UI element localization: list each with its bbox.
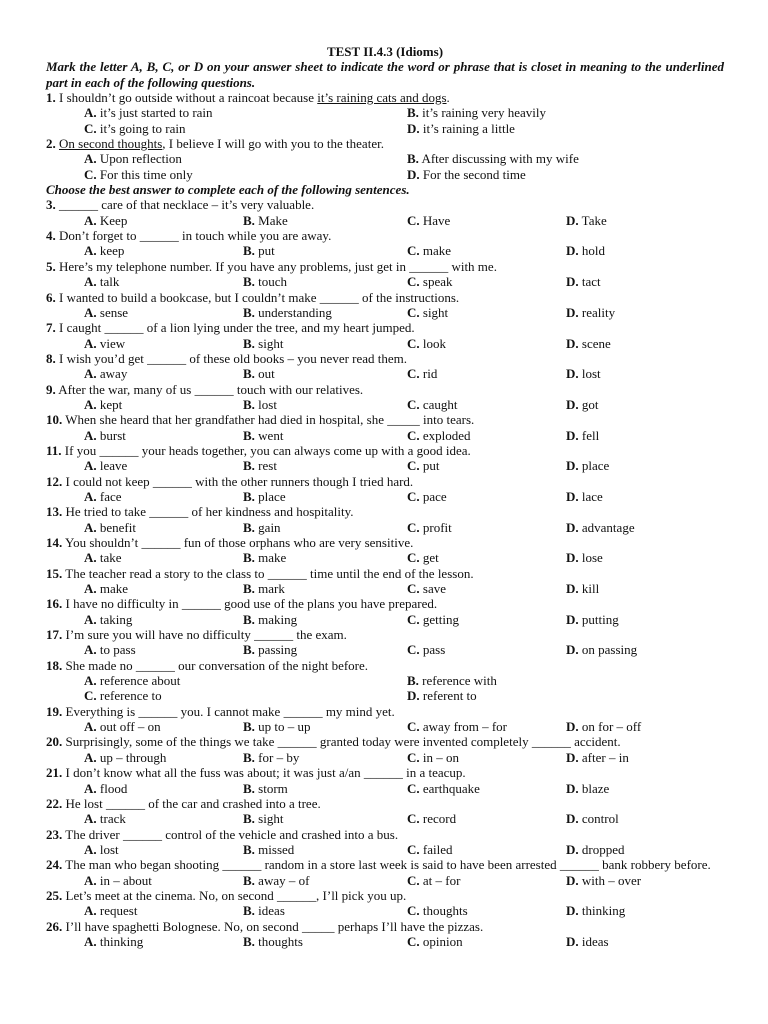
- option-c[interactable]: C. getting: [407, 611, 459, 627]
- option-d[interactable]: D. after – in: [566, 749, 629, 765]
- option-c[interactable]: C. pass: [407, 642, 446, 658]
- option-c[interactable]: C. get: [407, 550, 439, 566]
- question-text: I caught ______ of a lion lying under the tree, and my heart jumped.: [55, 320, 415, 336]
- question: [46, 351, 724, 366]
- option-d[interactable]: D. lost: [566, 366, 601, 382]
- question-number: 13.: [46, 504, 63, 520]
- option-a[interactable]: A. Upon reflection: [84, 151, 182, 167]
- option-b[interactable]: B. storm: [243, 780, 288, 796]
- question-list: [46, 197, 724, 657]
- option-a[interactable]: A. it’s just started to rain: [84, 105, 213, 121]
- option-d[interactable]: D. with – over: [566, 872, 642, 888]
- option-a[interactable]: A. taking: [84, 611, 133, 627]
- option-c[interactable]: C. thoughts: [407, 903, 468, 919]
- options-row: [46, 458, 724, 473]
- question-text: I could not keep ______ with the other runners though I tried hard.: [62, 473, 414, 489]
- option-c[interactable]: C. exploded: [407, 427, 471, 443]
- question-text: Let’s meet at the cinema. No, on second ______, I’ll pick you up.: [62, 887, 407, 903]
- option-d[interactable]: D. place: [566, 458, 610, 474]
- option-a[interactable]: A. up – through: [84, 749, 167, 765]
- question-number: 20.: [46, 734, 63, 750]
- question-number: 26.: [46, 918, 63, 934]
- option-a[interactable]: A. leave: [84, 458, 128, 474]
- option-c[interactable]: C. in – on: [407, 749, 460, 765]
- option-a[interactable]: A. reference about: [84, 673, 181, 689]
- instruction-complete: Choose the best answer to complete each of the following sentences.: [46, 182, 410, 198]
- options-row: [46, 489, 724, 504]
- option-d[interactable]: D. kill: [566, 581, 600, 597]
- option-c[interactable]: C. rid: [407, 366, 438, 382]
- option-c[interactable]: C. make: [407, 243, 452, 259]
- options-row: [46, 719, 724, 734]
- option-b[interactable]: B. put: [243, 243, 275, 259]
- question-2: [46, 136, 724, 151]
- option-d[interactable]: D. reality: [566, 304, 616, 320]
- option-a[interactable]: A. benefit: [84, 519, 136, 535]
- question-text: I’ll have spaghetti Bolognese. No, on second _____ perhaps I’ll have the pizzas.: [62, 918, 484, 934]
- question-text: I wanted to build a bookcase, but I couldn’t make ______ of the instructions.: [55, 289, 460, 305]
- option-b[interactable]: B. away – of: [243, 872, 310, 888]
- options-row: [46, 688, 724, 703]
- option-c[interactable]: C. earthquake: [407, 780, 480, 796]
- option-a[interactable]: A. sense: [84, 304, 129, 320]
- options-row: [46, 167, 724, 182]
- options-row: [46, 305, 724, 320]
- options-row: [46, 642, 724, 657]
- question-number: 7.: [46, 320, 56, 336]
- option-c[interactable]: C. record: [407, 811, 457, 827]
- option-c[interactable]: C. speak: [407, 274, 453, 290]
- option-b[interactable]: B. touch: [243, 274, 288, 290]
- options-row: [46, 428, 724, 443]
- question-text: Here’s my telephone number. If you have any problems, just get in ______ with me.: [55, 258, 497, 274]
- option-a[interactable]: A. kept: [84, 396, 123, 412]
- question-text: I wish you’d get ______ of these old books – you never read them.: [55, 350, 408, 366]
- option-a[interactable]: A. request: [84, 903, 138, 919]
- option-d[interactable]: D. dropped: [566, 841, 625, 857]
- question-number: 22.: [46, 795, 63, 811]
- question-text: She made no ______ our conversation of the night before.: [62, 657, 369, 673]
- option-b[interactable]: B. missed: [243, 841, 295, 857]
- option-c[interactable]: C. failed: [407, 841, 453, 857]
- option-b[interactable]: B. for – by: [243, 749, 300, 765]
- question: [46, 734, 724, 749]
- option-b[interactable]: B. make: [243, 550, 287, 566]
- question-number: 12.: [46, 473, 63, 489]
- question-number: 14.: [46, 535, 63, 550]
- option-a[interactable]: A. Keep: [84, 212, 128, 228]
- question-text: Don’t forget to ______ in touch while you are away.: [55, 228, 332, 244]
- question-list: [46, 888, 724, 949]
- question-text: I don’t know what all the fuss was about; it was just a/an ______ in a teacup.: [62, 765, 466, 781]
- options-row: [46, 750, 724, 765]
- question: [46, 443, 724, 458]
- option-c[interactable]: C. look: [407, 335, 447, 351]
- options-row: [46, 903, 724, 918]
- option-a[interactable]: A. out off – on: [84, 719, 161, 735]
- options-row: [46, 811, 724, 826]
- question-18: [46, 658, 724, 673]
- option-a[interactable]: A. in – about: [84, 872, 152, 888]
- options-row: [46, 673, 724, 688]
- question-number: 15.: [46, 565, 63, 581]
- instruction-synonyms: Mark the letter A, B, C, or D on your answer sheet to indicate the word or phrase that is closet in meaning to the underlined part in each of the following questions.: [46, 59, 724, 90]
- question: [46, 596, 724, 611]
- question-number: 18.: [46, 657, 63, 673]
- question: [46, 382, 724, 397]
- question-number: 11.: [46, 442, 62, 458]
- question: [46, 259, 724, 274]
- option-c[interactable]: C. For this time only: [84, 166, 193, 182]
- question: [46, 474, 724, 489]
- option-a[interactable]: A. lost: [84, 841, 119, 857]
- question-number: 2.: [46, 136, 56, 152]
- options-row: [46, 581, 724, 596]
- question-text: He lost ______ of the car and crashed into a tree.: [62, 795, 321, 811]
- option-b[interactable]: B. up to – up: [243, 719, 311, 735]
- question-number: 19.: [46, 703, 63, 719]
- option-d[interactable]: D. lace: [566, 488, 603, 504]
- option-b[interactable]: B. out: [243, 366, 275, 382]
- question-24: [46, 857, 724, 872]
- question: [46, 888, 724, 903]
- option-c[interactable]: C. opinion: [407, 933, 463, 949]
- question-text: I shouldn’t go outside without a raincoat because: [55, 90, 318, 106]
- options-row: [46, 121, 724, 136]
- question-number: 25.: [46, 887, 63, 903]
- question-text: I have no difficulty in ______ good use of the plans you have prepared.: [62, 596, 438, 612]
- options-row: [46, 550, 724, 565]
- option-a[interactable]: A. keep: [84, 243, 125, 259]
- option-c[interactable]: C. away from – for: [407, 719, 507, 735]
- options-row: [46, 612, 724, 627]
- question-text: The teacher read a story to the class to ______ time until the end of the lesson.: [62, 565, 474, 581]
- option-a[interactable]: A. track: [84, 811, 126, 827]
- option-a[interactable]: A. burst: [84, 427, 126, 443]
- option-c[interactable]: C. at – for: [407, 872, 461, 888]
- question: [46, 796, 724, 811]
- question-number: 17.: [46, 627, 63, 643]
- question: [46, 412, 724, 427]
- option-b[interactable]: B. understanding: [243, 304, 332, 320]
- question-list: [46, 704, 724, 857]
- question-text: The driver ______ control of the vehicle and crashed into a bus.: [62, 826, 399, 842]
- option-d[interactable]: D. Take: [566, 212, 607, 228]
- options-row: [46, 873, 724, 888]
- options-row: [46, 243, 724, 258]
- option-a[interactable]: A. away: [84, 366, 128, 382]
- question-text: The man who began shooting ______ random in a store last week is said to have been arrested ______ bank robbery before.: [62, 857, 711, 873]
- options-row: [46, 934, 724, 949]
- option-a[interactable]: A. view: [84, 335, 126, 351]
- option-b[interactable]: B. passing: [243, 642, 298, 658]
- question: [46, 320, 724, 335]
- option-c[interactable]: C. caught: [407, 396, 458, 412]
- option-d[interactable]: D. hold: [566, 243, 606, 259]
- question-number: 3.: [46, 197, 56, 213]
- option-d[interactable]: D. on for – off: [566, 719, 642, 735]
- question: [46, 827, 724, 842]
- question: [46, 627, 724, 642]
- question: [46, 290, 724, 305]
- option-b[interactable]: B. place: [243, 488, 286, 504]
- question-number: 16.: [46, 596, 63, 612]
- option-c[interactable]: C. put: [407, 458, 440, 474]
- page-title: TEST II.4.3 (Idioms): [326, 44, 444, 59]
- options-row: [46, 520, 724, 535]
- option-a[interactable]: A. thinking: [84, 933, 144, 949]
- options-row: [46, 842, 724, 857]
- option-d[interactable]: D. referent to: [407, 688, 477, 704]
- question-text: When she heard that her grandfather had died in hospital, she _____ into tears.: [62, 412, 475, 428]
- question-number: 6.: [46, 289, 56, 305]
- option-d[interactable]: D. fell: [566, 427, 600, 443]
- question-number: 4.: [46, 228, 56, 244]
- options-row: [46, 336, 724, 351]
- option-b[interactable]: B. sight: [243, 335, 284, 351]
- question-number: 10.: [46, 412, 63, 428]
- option-d[interactable]: D. control: [566, 811, 619, 827]
- question-text: ______ care of that necklace – it’s very valuable.: [55, 197, 315, 213]
- question: [46, 504, 724, 519]
- option-d[interactable]: D. thinking: [566, 903, 626, 919]
- option-c[interactable]: C. it’s going to rain: [84, 120, 186, 136]
- option-b[interactable]: B. Make: [243, 212, 288, 228]
- question-number: 8.: [46, 350, 56, 366]
- option-b[interactable]: B. it’s raining very heavily: [407, 105, 547, 121]
- option-b[interactable]: B. thoughts: [243, 933, 303, 949]
- option-c[interactable]: C. pace: [407, 488, 447, 504]
- option-b[interactable]: B. sight: [243, 811, 284, 827]
- question-text: He tried to take ______ of her kindness and hospitality.: [62, 504, 354, 520]
- option-a[interactable]: A. face: [84, 488, 122, 504]
- question-number: 21.: [46, 765, 63, 781]
- option-b[interactable]: B. mark: [243, 581, 285, 597]
- option-c[interactable]: C. Have: [407, 212, 451, 228]
- options-row: [46, 397, 724, 412]
- option-b[interactable]: B. lost: [243, 396, 277, 412]
- options-row: [46, 781, 724, 796]
- question: [46, 566, 724, 581]
- question-number: 1.: [46, 90, 56, 106]
- option-b[interactable]: B. making: [243, 611, 298, 627]
- question: [46, 197, 724, 212]
- option-b[interactable]: B. went: [243, 427, 284, 443]
- question-number: 23.: [46, 826, 63, 842]
- option-b[interactable]: B. ideas: [243, 903, 285, 919]
- question-text: I’m sure you will have no difficulty ______ the exam.: [62, 627, 347, 643]
- option-d[interactable]: D. blaze: [566, 780, 610, 796]
- question-1: [46, 90, 724, 105]
- options-row: [46, 274, 724, 289]
- question-number: 24.: [46, 857, 63, 873]
- option-d[interactable]: D. tact: [566, 274, 601, 290]
- option-c[interactable]: C. save: [407, 581, 446, 597]
- question: [46, 765, 724, 780]
- option-a[interactable]: A. make: [84, 581, 129, 597]
- option-c[interactable]: C. profit: [407, 519, 452, 535]
- option-a[interactable]: A. take: [84, 550, 122, 566]
- underlined-phrase: it’s raining cats and dogs: [317, 90, 447, 106]
- question: [46, 704, 724, 719]
- option-c[interactable]: C. reference to: [84, 688, 162, 704]
- option-d[interactable]: D. ideas: [566, 933, 609, 949]
- question: [46, 228, 724, 243]
- question-number: 9.: [46, 381, 56, 397]
- option-b[interactable]: B. reference with: [407, 673, 497, 689]
- option-d[interactable]: D. it’s raining a little: [407, 120, 515, 136]
- option-d[interactable]: D. putting: [566, 611, 619, 627]
- question-text: After the war, many of us ______ touch with our relatives.: [55, 381, 364, 397]
- option-b[interactable]: B. After discussing with my wife: [407, 151, 579, 167]
- option-c[interactable]: C. sight: [407, 304, 449, 320]
- option-d[interactable]: D. For the second time: [407, 166, 526, 182]
- options-row: [46, 105, 724, 120]
- question-number: 5.: [46, 258, 56, 274]
- options-row: [46, 366, 724, 381]
- question-text: If you ______ your heads together, you can always come up with a good idea.: [61, 442, 471, 458]
- option-d[interactable]: D. got: [566, 396, 599, 412]
- question-text: Surprisingly, some of the things we take ______ granted today were invented completely ______ accident.: [62, 734, 621, 750]
- option-a[interactable]: A. to pass: [84, 642, 136, 658]
- option-b[interactable]: B. gain: [243, 519, 281, 535]
- question-text-end: .: [446, 90, 450, 106]
- question-text: Everything is ______ you. I cannot make ______ my mind yet.: [62, 703, 395, 719]
- option-d[interactable]: D. scene: [566, 335, 611, 351]
- options-row: [46, 151, 724, 166]
- options-row: [46, 213, 724, 228]
- question-text: You shouldn’t ______ fun of those orphans who are very sensitive.: [62, 535, 414, 550]
- question-text: , I believe I will go with you to the theater.: [162, 136, 384, 152]
- option-d[interactable]: D. lose: [566, 550, 603, 566]
- option-d[interactable]: D. on passing: [566, 642, 638, 658]
- underlined-phrase: On second thoughts: [59, 136, 163, 152]
- question: [46, 535, 724, 550]
- option-b[interactable]: B. rest: [243, 458, 277, 474]
- option-d[interactable]: D. advantage: [566, 519, 635, 535]
- question: [46, 919, 724, 934]
- option-a[interactable]: A. flood: [84, 780, 128, 796]
- option-a[interactable]: A. talk: [84, 274, 120, 290]
